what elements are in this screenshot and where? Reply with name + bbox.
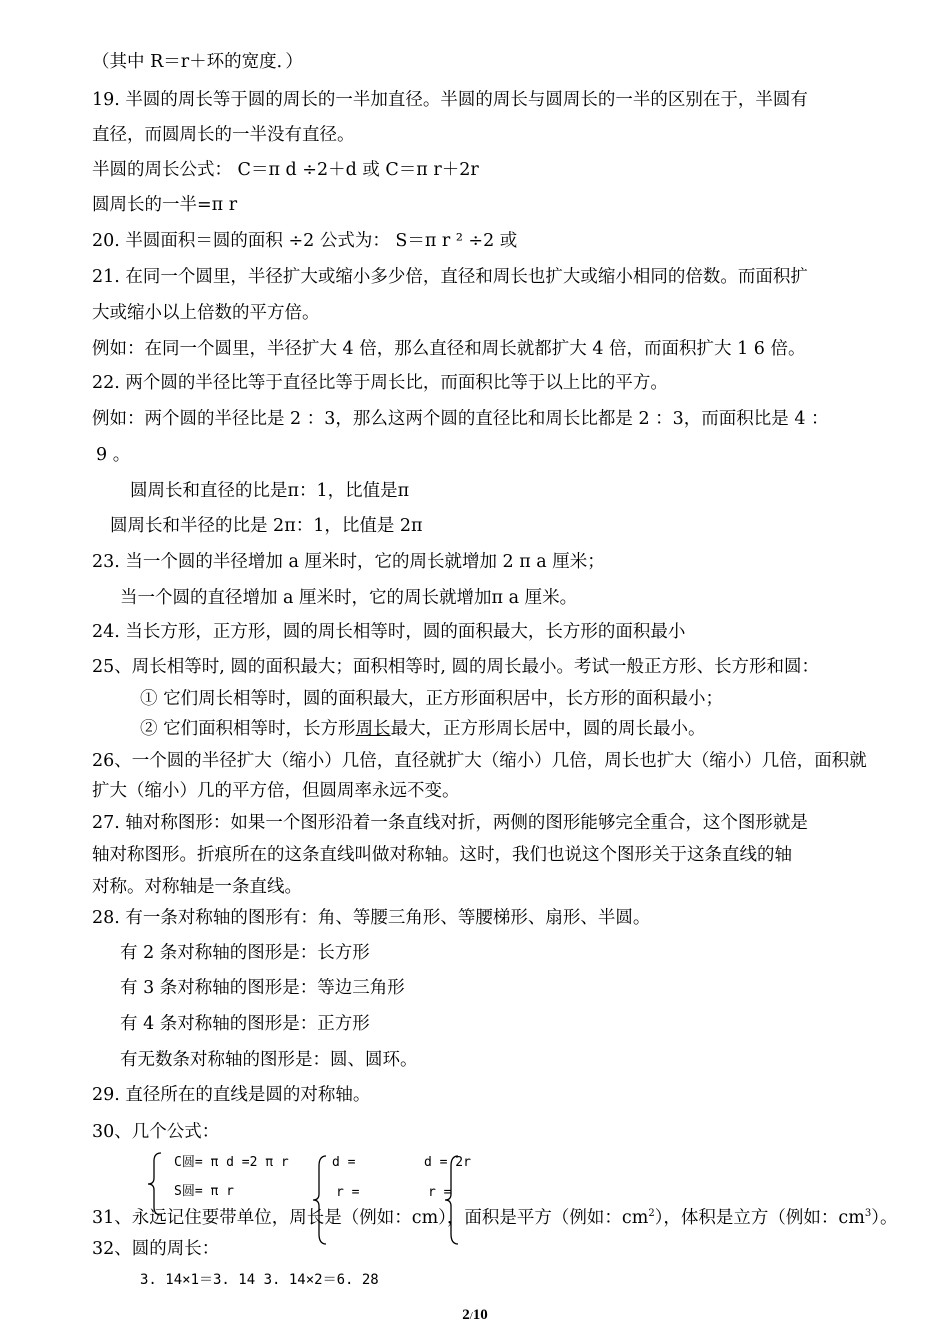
item-28: 28. 有一条对称轴的图形有：角、等腰三角形、等腰梯形、扇形、半圆。 — [92, 908, 651, 928]
item-30: 30、几个公式： — [92, 1122, 220, 1142]
page-number — [0, 1307, 950, 1324]
total-pages: 10 — [472, 1307, 488, 1323]
item-23-line1: 23. 当一个圆的半径增加 a 厘米时，它的周长就增加 2 π a 厘米； — [92, 552, 605, 572]
item-22: 22. 两个圆的半径比等于直径比等于周长比，而面积比等于以上比的平方。 — [92, 373, 668, 393]
cube-superscript: 3 — [864, 1208, 872, 1220]
formula-radius: r = — [336, 1185, 360, 1200]
item-22-example-line1: 例如：两个圆的半径比是 2 ：3，那么这两个圆的直径比和周长比都是 2 ：3，而面积比是 4 ： — [92, 409, 829, 429]
formula-diameter: d = — [332, 1155, 356, 1170]
item-31 — [92, 1207, 897, 1229]
item-28-four-axes: 有 4 条对称轴的图形是：正方形 — [120, 1014, 370, 1034]
item-21-line1: 21. 在同一个圆里，半径扩大或缩小多少倍，直径和周长也扩大或缩小相同的倍数。而面积扩 — [92, 267, 808, 287]
item-27-line1: 27. 轴对称图形：如果一个图形沿着一条直线对折，两侧的图形能够完全重合，这个图形就是 — [92, 813, 808, 833]
units-post: ）。 — [871, 1208, 898, 1228]
formula-diameter-2: d = 2r — [424, 1155, 471, 1170]
circumference-calculation: 3. 14×1＝3. 14 3. 14×2＝6. 28 — [140, 1272, 379, 1288]
formula-circumference: C圆= π d =2 π r — [174, 1155, 289, 1170]
item-25-case1: ① 它们周长相等时，圆的面积最大，正方形面积居中，长方形的面积最小； — [140, 689, 724, 709]
case2-post: 最大，正方形周长居中，圆的周长最小。 — [390, 719, 706, 739]
item-28-infinite-axes: 有无数条对称轴的图形是：圆、圆环。 — [120, 1050, 418, 1070]
units-mid: ），体积是立方（例如：cm — [654, 1208, 865, 1228]
case2-pre: ② 它们面积相等时，长方形 — [140, 719, 356, 739]
square-superscript: 2 — [648, 1208, 655, 1220]
item-19-line1: 19. 半圆的周长等于圆的周长的一半加直径。半圆的周长与圆周长的一半的区别在于，半圆有 — [92, 90, 808, 110]
page-separator: / — [469, 1310, 473, 1322]
item-25-case2 — [140, 718, 706, 740]
item-25: 25、周长相等时, 圆的面积最大；面积相等时, 圆的周长最小。考试一般正方形、长方形和圆： — [92, 657, 820, 677]
item-24: 24. 当长方形，正方形，圆的周长相等时，圆的面积最大，长方形的面积最小 — [92, 622, 686, 642]
formula-radius-2: r = — [428, 1185, 452, 1200]
item-19-line2: 直径，而圆周长的一半没有直径。 — [92, 125, 355, 145]
item-28-two-axes: 有 2 条对称轴的图形是：长方形 — [120, 943, 370, 963]
formula-area: S圆= π r — [174, 1184, 234, 1199]
item-21-line2: 大或缩小以上倍数的平方倍。 — [92, 303, 320, 323]
units-pre: 31、永远记住要带单位，周长是（例如：cm），面积是平方（例如：cm — [92, 1208, 649, 1228]
case2-underlined: 周长 — [355, 719, 391, 739]
item-21-example: 例如：在同一个圆里，半径扩大 4 倍，那么直径和周长就都扩大 4 倍，而面积扩大 1 6 倍。 — [92, 339, 806, 359]
item-29: 29. 直径所在的直线是圆的对称轴。 — [92, 1085, 371, 1105]
left-brace-icon — [310, 1154, 328, 1246]
item-22-example-line2: 9 。 — [96, 445, 131, 465]
item-32: 32、圆的周长： — [92, 1239, 220, 1259]
item-26-line1: 26、一个圆的半径扩大（缩小）几倍，直径就扩大（缩小）几倍，周长也扩大（缩小）几倍，面积就 — [92, 751, 867, 771]
item-28-three-axes: 有 3 条对称轴的图形是：等边三角形 — [120, 978, 405, 998]
text-line: （其中 R＝r＋环的宽度．） — [92, 52, 303, 72]
item-23-line2: 当一个圆的直径增加 a 厘米时，它的周长就增加π a 厘米。 — [120, 588, 578, 608]
item-27-line3: 对称。对称轴是一条直线。 — [92, 877, 302, 897]
circumference-diameter-ratio: 圆周长和直径的比是π：1，比值是π — [130, 481, 410, 501]
current-page: 2 — [462, 1307, 470, 1323]
item-27-line2: 轴对称图形。折痕所在的这条直线叫做对称轴。这时，我们也说这个图形关于这条直线的轴 — [92, 845, 792, 865]
item-20: 20. 半圆面积＝圆的面积 ÷2 公式为： S＝π r ² ÷2 或 — [92, 231, 518, 251]
item-26-line2: 扩大（缩小）几的平方倍，但圆周率永远不变。 — [92, 781, 460, 801]
circumference-radius-ratio: 圆周长和半径的比是 2π：1，比值是 2π — [110, 516, 423, 536]
semicircle-perimeter-formula: 半圆的周长公式： C＝π d ÷2＋d 或 C＝π r＋2r — [92, 160, 479, 180]
half-circumference-formula: 圆周长的一半=π r — [92, 195, 238, 215]
